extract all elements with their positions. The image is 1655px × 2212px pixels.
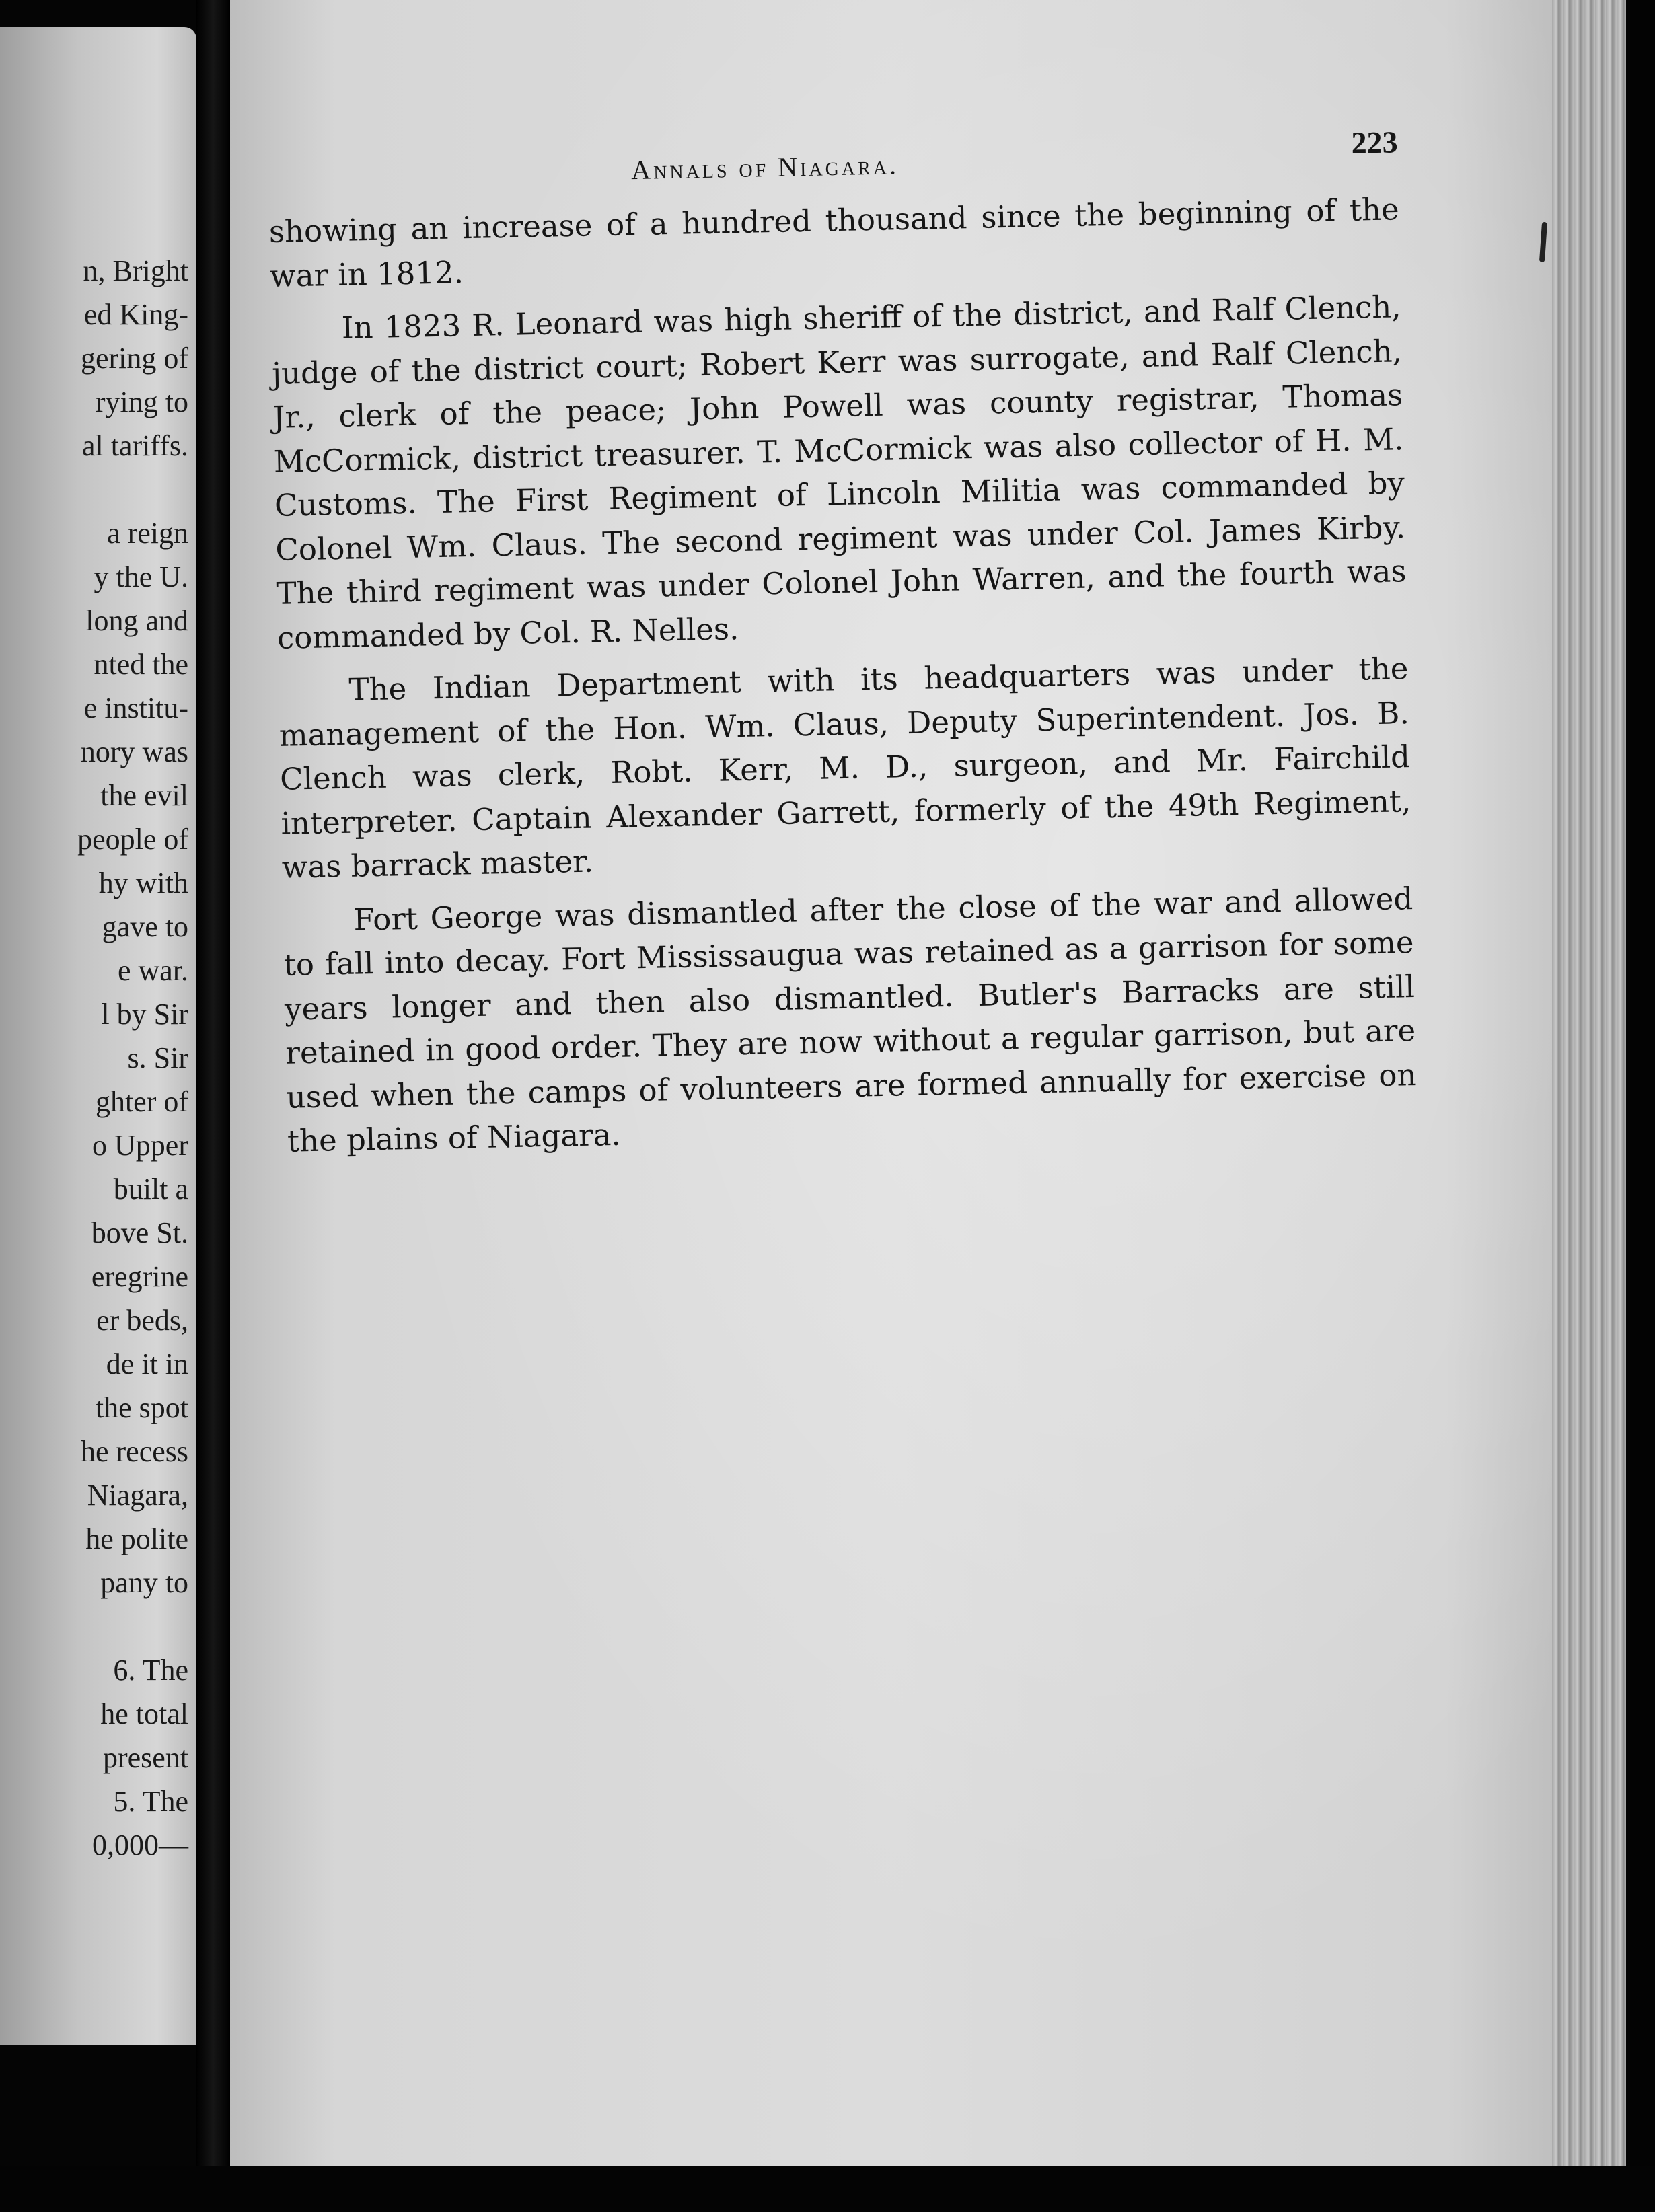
facing-line: eregrine [91,1260,188,1293]
facing-line: s. Sir [127,1041,188,1074]
facing-line: he polite [85,1522,188,1555]
facing-line-blank [77,468,188,511]
facing-line: de it in [106,1348,188,1380]
paragraph-continuation: showing an increase of a hundred thousand since the beginning of the war in 1812. [268,191,1400,294]
facing-line: ed King- [83,298,188,331]
facing-page-fragment [0,27,196,2045]
facing-page-text [77,249,188,1867]
facing-line: ghter of [95,1085,188,1118]
facing-line: er beds, [96,1304,188,1337]
facing-line: rying to [95,385,188,418]
facing-line: 5. The [113,1785,188,1818]
book-gutter [196,0,230,2212]
margin-mark [1539,222,1547,262]
body-text [268,187,1418,1163]
facing-line: o Upper [92,1129,188,1162]
page-number: 223 [1351,124,1399,160]
running-head-title: Annals of Niagara. [630,149,899,186]
facing-line: 0,000— [92,1829,188,1861]
facing-line: he recess [80,1435,188,1468]
facing-line: pany to [100,1566,188,1599]
facing-line: gering of [80,342,188,375]
facing-line: hy with [98,867,188,899]
running-head [267,112,1398,195]
facing-line: l by Sir [101,998,188,1031]
facing-line: people of [77,823,188,856]
facing-line: nory was [80,735,188,768]
page-block-edge [1552,0,1626,2180]
facing-line: n, Bright [83,254,188,287]
paragraph-fort-george: Fort George was dismantled after the close of the war and allowed to fall into decay. Fort Mississaugua was retained as a garrison for some years longer and then also dismantled. Butler's Barracks are still retained in good order. They are now without a regular garrison, but are used when the camps of volunteers are formed annually for exercise on the plains of Niagara. [283,880,1417,1159]
facing-line: al tariffs. [81,429,188,462]
scan-border-bottom [0,2166,1655,2212]
facing-line: the evil [100,779,188,812]
facing-line: nted the [94,648,188,681]
facing-line: y the U. [94,560,188,593]
facing-line: the spot [95,1391,188,1424]
facing-line: long and [85,604,188,637]
facing-line: bove St. [91,1216,188,1249]
facing-line: Niagara, [87,1479,188,1512]
page-content [267,112,1418,1163]
facing-line: present [102,1741,188,1774]
facing-line: he total [100,1697,188,1730]
paragraph-officials-1823: In 1823 R. Leonard was high sheriff of the district, and Ralf Clench, judge of the district court; Robert Kerr was surrogate, and Ralf Clench, Jr., clerk of the peace; John Powell was county registrar, Thomas McCormick, district treasurer. T. McCormick was also collector of H. M. Customs. The First Regiment of Lincoln Militia was commanded by Colonel Wm. Claus. The second regiment was under Col. James Kirby. The third regiment was under Colonel John Warren, and the fourth was commanded by Col. R. Nelles. [271,289,1407,656]
facing-line: 6. The [113,1654,188,1687]
facing-line: e institu- [83,692,188,725]
facing-line-blank [77,1605,188,1648]
scan-border-right [1626,0,1655,2212]
facing-line: gave to [102,910,188,943]
main-page [230,0,1552,2180]
paragraph-indian-department: The Indian Department with its headquarters was under the management of the Hon. Wm. Claus, Deputy Superintendent. Jos. B. Clench was clerk, Robt. Kerr, M. D., surgeon, and Mr. Fairchild interpreter. Captain Alexander Garrett, formerly of the 49th Regiment, was barrack master. [279,651,1411,885]
facing-line: a reign [107,517,188,550]
facing-line: built a [113,1173,188,1206]
facing-line: e war. [117,954,188,987]
